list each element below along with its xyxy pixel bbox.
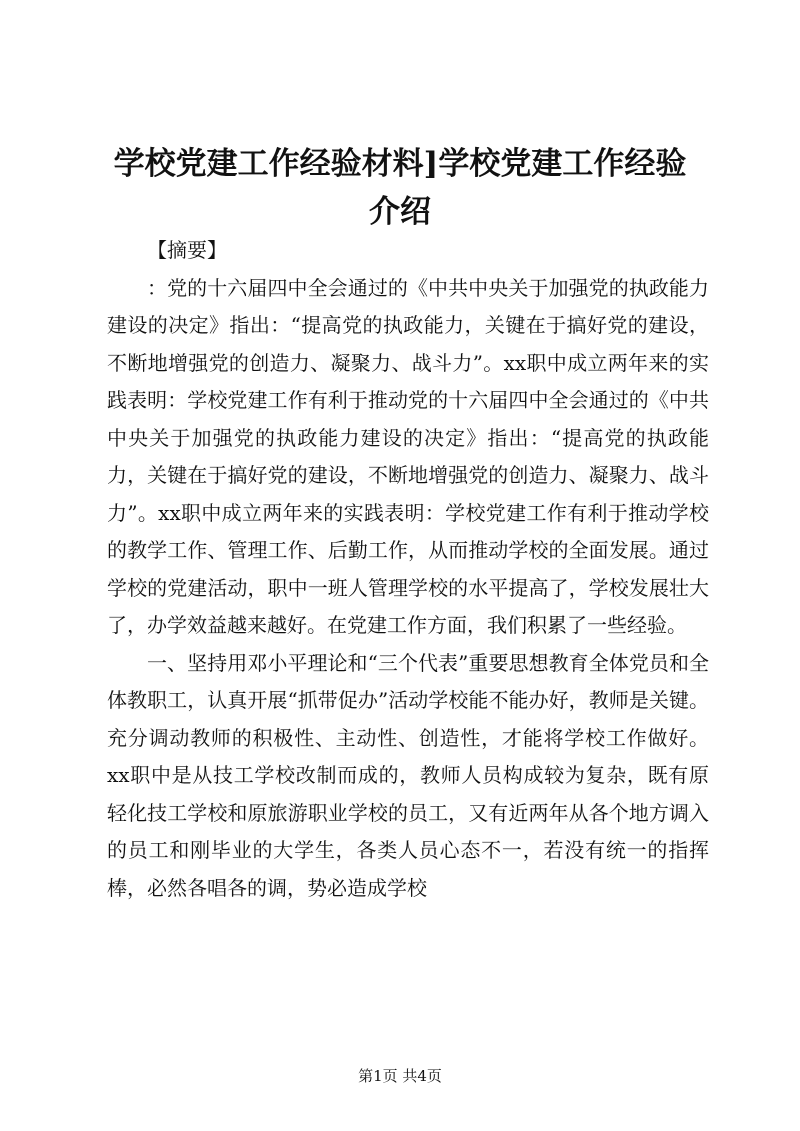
abstract-heading: 【摘要】 (147, 238, 227, 262)
page-number-footer: 第1页 共4页 (358, 1067, 442, 1085)
document-body (107, 232, 709, 907)
document-title: 学校党建工作经验材料]学校党建工作经验介绍 (113, 146, 687, 230)
section-one-paragraph: 一、坚持用邓小平理论和“三个代表”重要思想教育全体党员和全体教职工，认真开展“抓带促办”活动学校能不能办好，教师是关键。充分调动教师的积极性、主动性、创造性，才能将学校工作做好。xx职中是从技工学校改制而成的，教师人员构成较为复杂，既有原轻化技工学校和原旅游职业学校的员工，又有近两年从各个地方调入的员工和刚毕业的大学生，各类人员心态不一，若没有统一的指挥棒，必然各唱各的调，势必造成学校 (107, 650, 709, 900)
abstract-paragraph: ：党的十六届四中全会通过的《中共中央关于加强党的执政能力建设的决定》指出：“提高党的执政能力，关键在于搞好党的建设，不断地增强党的创造力、凝聚力、战斗力”。xx职中成立两年来的实践表明：学校党建工作有利于推动党的十六届四中全会通过的《中共中央关于加强党的执政能力建设的决定》指出：“提高党的执政能力，关键在于搞好党的建设，不断地增强党的创造力、凝聚力、战斗力”。xx职中成立两年来的实践表明：学校党建工作有利于推动学校的教学工作、管理工作、后勤工作，从而推动学校的全面发展。通过学校的党建活动，职中一班人管理学校的水平提高了，学校发展壮大了，办学效益越来越好。在党建工作方面，我们积累了一些经验。 (107, 275, 709, 637)
